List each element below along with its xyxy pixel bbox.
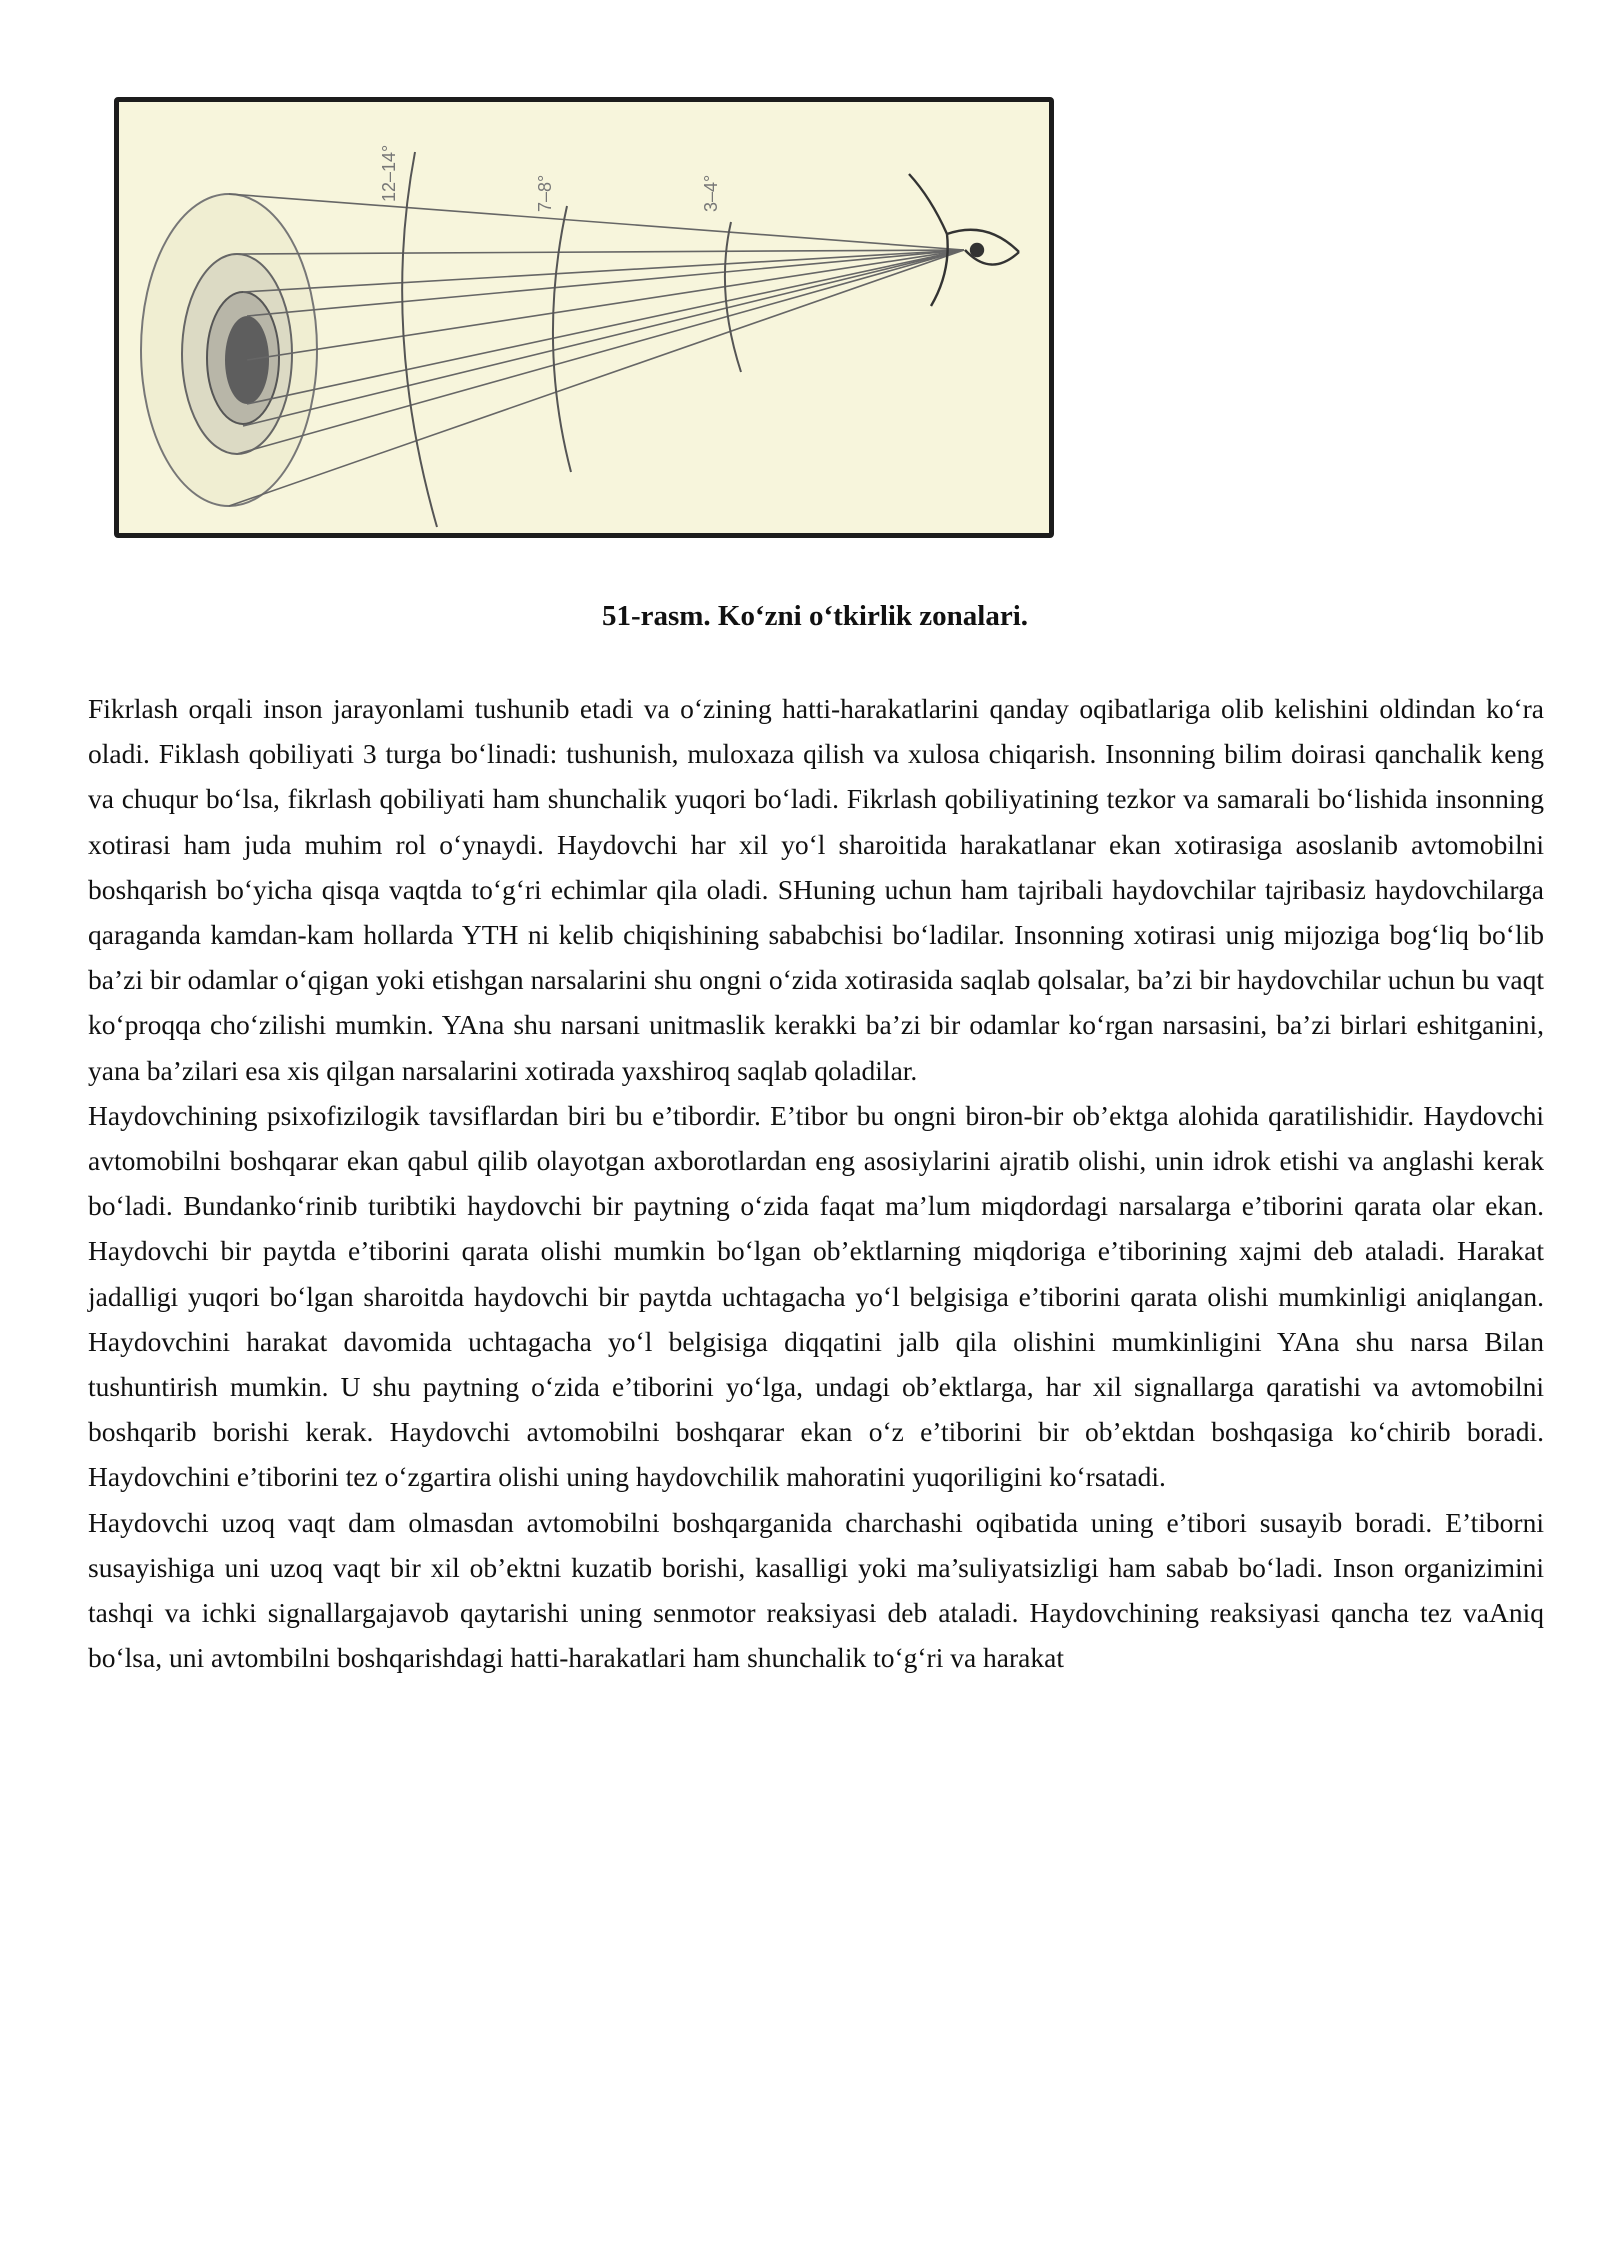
zone-label-12-14: 12–14° bbox=[379, 144, 399, 202]
zone-arcs bbox=[402, 152, 741, 527]
eye-zones-diagram bbox=[119, 102, 1049, 533]
visual-acuity-figure bbox=[114, 97, 1054, 538]
zone-label-3-4: 3–4° bbox=[701, 174, 721, 212]
zone-arc-7-8 bbox=[553, 206, 571, 472]
zone-label-7-8: 7–8° bbox=[535, 174, 555, 212]
paragraph: Haydovchining psixofizilogik tavsiflardan biri bu e’tibordir. E’tibor bu ongni biron-bir ob’ektga alohida qaratilishidir. Haydovchi avtomobilni boshqarar ekan qabul qilib olayotgan axborotlardan eng asosiylarini ajratib olishi, unin idrok etishi va anglashi kerak bo‘ladi. Bundanko‘rinib turibtiki haydovchi bir paytning o‘zida faqat ma’lum miqdordagi narsalarga e’tiborini qarata olar ekan. Haydovchi bir paytda e’tiborini qarata olishi mumkin bo‘lgan ob’ektlarning miqdoriga e’tiborining xajmi deb ataladi. Harakat jadalligi yuqori bo‘lgan sharoitda haydovchi bir paytda uchtagacha yo‘l belgisiga e’tiborini qarata olishi mumkinligi aniqlangan. Haydovchini harakat davomida uchtagacha yo‘l belgisiga diqqatini jalb qila olishini mumkinligini YAna shu narsa Bilan tushuntirish mumkin. U shu paytning o‘zida e’tiborini yo‘lga, undagi ob’ektlarga, har xil signallarga qaratishi va avtomobilni boshqarib borishi kerak. Haydovchi avtomobilni boshqarar ekan o‘z e’tiborini bir ob’ektdan boshqasiga ko‘chirib boradi. Haydovchini e’tiborini tez o‘zgartira olishi uning haydovchilik mahoratini yuqoriligini ko‘rsatadi. bbox=[88, 1099, 1544, 1493]
figure-caption: 51-rasm. Ko‘zni o‘tkirlik zonalari. bbox=[601, 600, 1029, 632]
paragraph: Fikrlash orqali inson jarayonlami tushunib etadi va o‘zining hatti-harakatlarini qanday oqibatlariga olib kelishini oldindan ko‘ra oladi. Fiklash qobiliyati 3 turga bo‘linadi: tushunish, muloxaza qilish va xulosa chiqarish. Insonning bilim doirasi qanchalik keng va chuqur bo‘lsa, fikrlash qobiliyati ham shunchalik yuqori bo‘ladi. Fikrlash qobiliyatining tezkor va samarali bo‘lishida insonning xotirasi ham juda muhim rol o‘ynaydi. Haydovchi har xil yo‘l sharoitida harakatlanar ekan xotirasiga asoslanib avtomobilni boshqarish bo‘yicha qisqa vaqtda to‘g‘ri echimlar qila oladi. SHuning uchun ham tajribali haydovchilar tajribasiz haydovchilarga qaraganda kamdan-kam hollarda YTH ni kelib chiqishining sababchisi bo‘ladilar. Insonning xotirasi unig mijoziga bog‘liq bo‘lib ba’zi bir odamlar o‘qigan yoki etishgan narsalarini shu ongni o‘zida xotirasida saqlab qolsalar, ba’zi bir haydovchilar uchun bu vaqt ko‘proqqa cho‘zilishi mumkin. YAna shu narsani unitmaslik kerakki ba’zi bir odamlar ko‘rgan narsasini, ba’zi birlari eshitganini, yana ba’zilari esa xis qilgan narsalarini xotirada yaxshiroq saqlab qoladilar. bbox=[88, 693, 1544, 1086]
zone-discs bbox=[141, 194, 317, 506]
paragraph: Haydovchi uzoq vaqt dam olmasdan avtomobilni boshqarganida charchashi oqibatida uning e’tibori susayib boradi. E’tiborni susayishiga uni uzoq vaqt bir xil ob’ektni kuzatib borishi, kasalligi yoki ma’suliyatsizligi ham sabab bo‘ladi. Inson organizimini tashqi va ichki signallargajavob qaytarishi uning senmotor reaksiyasi deb ataladi. Haydovchining reaksiyasi qancha tez vaAniq bo‘lsa, uni avtombilni boshqarishdagi hatti-harakatlari ham shunchalik to‘g‘ri va harakat bbox=[88, 1506, 1544, 1674]
eye-icon bbox=[909, 174, 1019, 306]
zone-arc-3-4 bbox=[725, 222, 741, 372]
body-text bbox=[88, 686, 1544, 1680]
sight-rays bbox=[229, 194, 964, 506]
